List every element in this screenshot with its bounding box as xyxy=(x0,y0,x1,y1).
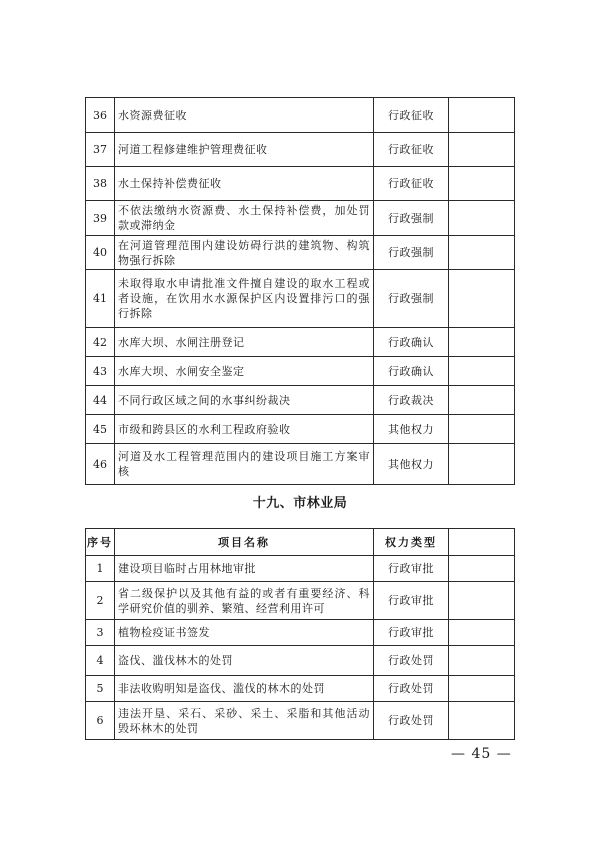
power-type: 行政审批 xyxy=(374,620,449,646)
table-row xyxy=(86,167,515,201)
item-name: 市级和跨县区的水利工程政府验收 xyxy=(115,415,374,444)
row-blank-cell xyxy=(449,556,515,582)
row-number: 44 xyxy=(86,386,115,415)
table-row xyxy=(86,646,515,676)
header-row xyxy=(86,529,515,556)
power-type: 行政强制 xyxy=(374,236,449,270)
item-name: 河道及水工程管理范围内的建设项目施工方案审核 xyxy=(115,444,374,485)
forestry-table-header xyxy=(86,529,515,556)
table-row xyxy=(86,556,515,582)
table-row xyxy=(86,133,515,167)
row-number: 43 xyxy=(86,357,115,386)
item-name: 建设项目临时占用林地审批 xyxy=(115,556,374,582)
row-blank-cell xyxy=(449,702,515,740)
row-blank-cell xyxy=(449,415,515,444)
row-number: 36 xyxy=(86,98,115,133)
row-number: 41 xyxy=(86,270,115,328)
power-type: 行政强制 xyxy=(374,270,449,328)
table-row xyxy=(86,702,515,740)
row-blank-cell xyxy=(449,328,515,357)
row-blank-cell xyxy=(449,133,515,167)
row-number: 6 xyxy=(86,702,115,740)
row-number: 3 xyxy=(86,620,115,646)
row-number: 39 xyxy=(86,201,115,236)
row-blank-cell xyxy=(449,676,515,702)
power-type: 行政裁决 xyxy=(374,386,449,415)
table-row xyxy=(86,270,515,328)
forestry-bureau-table-body xyxy=(86,556,515,740)
table-row xyxy=(86,415,515,444)
power-type: 其他权力 xyxy=(374,444,449,485)
water-bureau-table xyxy=(85,97,515,485)
section-title: 十九、市林业局 xyxy=(252,496,348,511)
power-type: 行政审批 xyxy=(374,582,449,620)
row-blank-cell xyxy=(449,270,515,328)
item-name: 未取得取水申请批准文件擅自建设的取水工程或者设施，在饮用水水源保护区内设置排污口的强行拆除 xyxy=(115,270,374,328)
item-name: 植物检疫证书签发 xyxy=(115,620,374,646)
power-type: 行政处罚 xyxy=(374,676,449,702)
item-name: 不同行政区域之间的水事纠纷裁决 xyxy=(115,386,374,415)
power-type: 行政强制 xyxy=(374,201,449,236)
item-name: 省二级保护以及其他有益的或者有重要经济、科学研究价值的驯养、繁殖、经营利用许可 xyxy=(115,582,374,620)
forestry-bureau-table xyxy=(85,528,515,740)
row-number: 45 xyxy=(86,415,115,444)
header-num: 序号 xyxy=(86,529,115,556)
water-bureau-table-body xyxy=(86,98,515,485)
table-row xyxy=(86,328,515,357)
table-row xyxy=(86,582,515,620)
row-number: 40 xyxy=(86,236,115,270)
power-type: 行政确认 xyxy=(374,357,449,386)
item-name: 水土保持补偿费征收 xyxy=(115,167,374,201)
row-blank-cell xyxy=(449,357,515,386)
row-blank-cell xyxy=(449,386,515,415)
table-row xyxy=(86,386,515,415)
table-row xyxy=(86,201,515,236)
row-number: 4 xyxy=(86,646,115,676)
table-row xyxy=(86,236,515,270)
power-type: 行政处罚 xyxy=(374,646,449,676)
item-name: 河道工程修建维护管理费征收 xyxy=(115,133,374,167)
table-row xyxy=(86,676,515,702)
header-note xyxy=(449,529,515,556)
power-type: 行政征收 xyxy=(374,167,449,201)
power-type: 行政审批 xyxy=(374,556,449,582)
row-blank-cell xyxy=(449,620,515,646)
item-name: 不依法缴纳水资源费、水土保持补偿费，加处罚款或滞纳金 xyxy=(115,201,374,236)
row-number: 37 xyxy=(86,133,115,167)
row-blank-cell xyxy=(449,201,515,236)
power-type: 其他权力 xyxy=(374,415,449,444)
table-row xyxy=(86,444,515,485)
header-type: 权力类型 xyxy=(374,529,449,556)
power-type: 行政确认 xyxy=(374,328,449,357)
power-type: 行政征收 xyxy=(374,133,449,167)
row-number: 1 xyxy=(86,556,115,582)
item-name: 在河道管理范围内建设妨碍行洪的建筑物、构筑物强行拆除 xyxy=(115,236,374,270)
row-number: 46 xyxy=(86,444,115,485)
row-number: 42 xyxy=(86,328,115,357)
row-blank-cell xyxy=(449,98,515,133)
power-type: 行政处罚 xyxy=(374,702,449,740)
row-blank-cell xyxy=(449,582,515,620)
item-name: 水库大坝、水闸注册登记 xyxy=(115,328,374,357)
row-blank-cell xyxy=(449,167,515,201)
table-row xyxy=(86,357,515,386)
item-name: 违法开垦、采石、采砂、采土、采脂和其他活动毁坏林木的处罚 xyxy=(115,702,374,740)
table-row xyxy=(86,620,515,646)
row-number: 5 xyxy=(86,676,115,702)
row-number: 38 xyxy=(86,167,115,201)
item-name: 水库大坝、水闸安全鉴定 xyxy=(115,357,374,386)
item-name: 盗伐、滥伐林木的处罚 xyxy=(115,646,374,676)
item-name: 非法收购明知是盗伐、滥伐的林木的处罚 xyxy=(115,676,374,702)
row-blank-cell xyxy=(449,444,515,485)
page-number: — 45 — xyxy=(451,746,512,762)
row-number: 2 xyxy=(86,582,115,620)
row-blank-cell xyxy=(449,236,515,270)
row-blank-cell xyxy=(449,646,515,676)
item-name: 水资源费征收 xyxy=(115,98,374,133)
header-name: 项目名称 xyxy=(115,529,374,556)
table-row xyxy=(86,98,515,133)
power-type: 行政征收 xyxy=(374,98,449,133)
